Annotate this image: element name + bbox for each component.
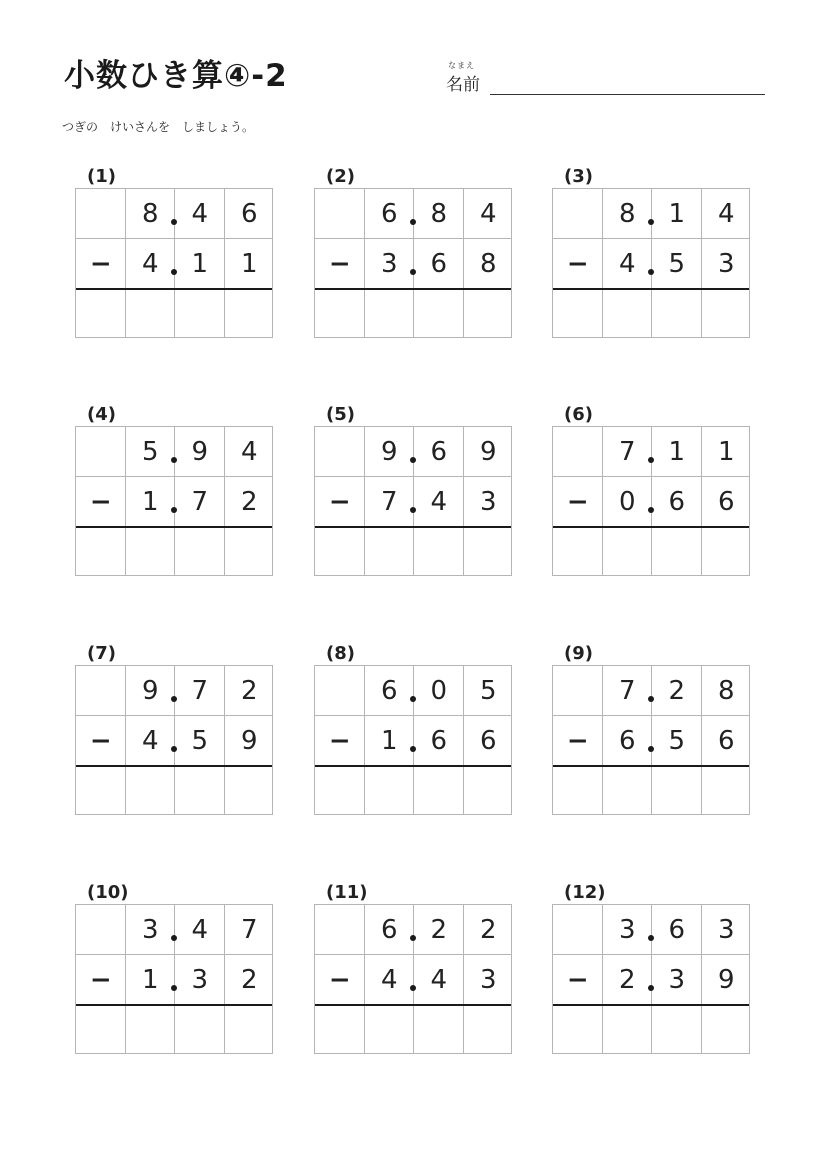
answer-cell[interactable] — [603, 766, 653, 816]
problem-label: (12) — [564, 882, 606, 903]
minuend-digit: 2 — [240, 676, 258, 706]
decimal-point — [648, 457, 654, 463]
minus-sign: − — [566, 487, 589, 517]
answer-cell[interactable] — [652, 1005, 702, 1055]
calc-grid — [314, 665, 512, 815]
subtrahend-digit: 2 — [240, 487, 258, 517]
minuend-digit: 2 — [668, 676, 686, 706]
minuend-digit: 9 — [479, 437, 497, 467]
decimal-point — [410, 507, 416, 513]
minus-sign: − — [328, 965, 351, 995]
minus-sign: − — [89, 965, 112, 995]
problem-4 — [75, 404, 275, 594]
decimal-point — [171, 696, 177, 702]
problem-2 — [314, 166, 514, 356]
subtrahend-digit: 6 — [717, 487, 735, 517]
problem-label: (7) — [87, 643, 116, 664]
problem-label: (10) — [87, 882, 129, 903]
minuend-digit: 8 — [430, 199, 448, 229]
problem-6 — [552, 404, 752, 594]
minuend-digit: 6 — [668, 915, 686, 945]
answer-cell[interactable] — [365, 289, 415, 339]
name-ruby: なまえ — [448, 61, 475, 70]
problem-label: (9) — [564, 643, 593, 664]
decimal-point — [410, 696, 416, 702]
subtrahend-digit: 9 — [717, 965, 735, 995]
minuend-digit: 7 — [618, 437, 636, 467]
answer-cell[interactable] — [225, 289, 275, 339]
subtrahend-digit: 1 — [191, 249, 209, 279]
subtrahend-digit: 6 — [668, 487, 686, 517]
subtrahend-digit: 6 — [479, 726, 497, 756]
minuend-digit: 2 — [479, 915, 497, 945]
problem-1 — [75, 166, 275, 356]
subtrahend-digit: 6 — [430, 726, 448, 756]
subtrahend-digit: 3 — [380, 249, 398, 279]
minus-sign: − — [328, 726, 351, 756]
problem-label: (6) — [564, 404, 593, 425]
decimal-point — [410, 269, 416, 275]
calc-grid — [552, 426, 750, 576]
minus-sign: − — [566, 249, 589, 279]
minuend-digit: 9 — [141, 676, 159, 706]
problem-label: (4) — [87, 404, 116, 425]
decimal-point — [648, 746, 654, 752]
answer-cell[interactable] — [76, 527, 126, 577]
problem-11 — [314, 882, 514, 1072]
name-field[interactable] — [446, 60, 766, 98]
decimal-point — [171, 985, 177, 991]
subtrahend-digit: 3 — [479, 487, 497, 517]
answer-cell[interactable] — [603, 1005, 653, 1055]
minuend-digit: 9 — [191, 437, 209, 467]
subtrahend-digit: 3 — [668, 965, 686, 995]
problem-label: (1) — [87, 166, 116, 187]
problem-label: (8) — [326, 643, 355, 664]
answer-cell[interactable] — [225, 527, 275, 577]
page-title: 小数ひき算④-2 — [64, 58, 288, 94]
minus-sign: − — [566, 965, 589, 995]
minuend-digit: 6 — [380, 915, 398, 945]
decimal-point — [171, 219, 177, 225]
answer-cell[interactable] — [414, 289, 464, 339]
answer-cell[interactable] — [553, 766, 603, 816]
decimal-point — [648, 507, 654, 513]
calc-grid — [314, 904, 512, 1054]
answer-cell[interactable] — [414, 766, 464, 816]
answer-cell[interactable] — [315, 766, 365, 816]
decimal-point — [171, 746, 177, 752]
decimal-point — [171, 457, 177, 463]
answer-cell[interactable] — [652, 289, 702, 339]
answer-cell[interactable] — [365, 527, 415, 577]
answer-cell[interactable] — [175, 527, 225, 577]
decimal-point — [410, 457, 416, 463]
minuend-digit: 4 — [240, 437, 258, 467]
subtrahend-digit: 4 — [380, 965, 398, 995]
answer-cell[interactable] — [553, 289, 603, 339]
minuend-digit: 1 — [668, 199, 686, 229]
problem-7 — [75, 643, 275, 833]
minuend-digit: 6 — [380, 676, 398, 706]
answer-cell[interactable] — [603, 527, 653, 577]
answer-cell[interactable] — [126, 1005, 176, 1055]
decimal-point — [410, 746, 416, 752]
minuend-digit: 7 — [240, 915, 258, 945]
calc-grid — [314, 426, 512, 576]
answer-cell[interactable] — [365, 1005, 415, 1055]
subtrahend-digit: 8 — [479, 249, 497, 279]
minuend-digit: 8 — [618, 199, 636, 229]
answer-cell[interactable] — [365, 766, 415, 816]
answer-cell[interactable] — [652, 527, 702, 577]
decimal-point — [648, 935, 654, 941]
minus-sign: − — [328, 487, 351, 517]
answer-cell[interactable] — [126, 766, 176, 816]
problem-10 — [75, 882, 275, 1072]
answer-cell[interactable] — [652, 766, 702, 816]
subtrahend-digit: 6 — [717, 726, 735, 756]
minuend-digit: 5 — [141, 437, 159, 467]
decimal-point — [171, 269, 177, 275]
answer-cell[interactable] — [315, 1005, 365, 1055]
subtrahend-digit: 3 — [191, 965, 209, 995]
minuend-digit: 4 — [191, 199, 209, 229]
minuend-digit: 6 — [240, 199, 258, 229]
problem-9 — [552, 643, 752, 833]
calc-grid — [75, 665, 273, 815]
answer-cell[interactable] — [553, 527, 603, 577]
subtrahend-digit: 4 — [430, 487, 448, 517]
decimal-point — [648, 269, 654, 275]
subtrahend-digit: 6 — [430, 249, 448, 279]
subtrahend-digit: 4 — [430, 965, 448, 995]
decimal-point — [648, 985, 654, 991]
answer-cell[interactable] — [126, 527, 176, 577]
subtrahend-digit: 1 — [240, 249, 258, 279]
name-underline[interactable] — [490, 94, 765, 95]
minuend-digit: 6 — [430, 437, 448, 467]
decimal-point — [648, 696, 654, 702]
minuend-digit: 3 — [141, 915, 159, 945]
answer-cell[interactable] — [126, 289, 176, 339]
answer-cell[interactable] — [76, 1005, 126, 1055]
subtrahend-digit: 1 — [380, 726, 398, 756]
minuend-digit: 4 — [191, 915, 209, 945]
calc-grid — [552, 904, 750, 1054]
minuend-digit: 7 — [618, 676, 636, 706]
answer-cell[interactable] — [414, 527, 464, 577]
minuend-digit: 5 — [479, 676, 497, 706]
answer-cell[interactable] — [702, 527, 752, 577]
calc-grid — [552, 665, 750, 815]
answer-cell[interactable] — [76, 289, 126, 339]
subtrahend-digit: 7 — [191, 487, 209, 517]
answer-cell[interactable] — [702, 289, 752, 339]
answer-cell[interactable] — [225, 1005, 275, 1055]
problem-label: (5) — [326, 404, 355, 425]
minuend-digit: 6 — [380, 199, 398, 229]
answer-cell[interactable] — [464, 289, 514, 339]
decimal-point — [171, 935, 177, 941]
answer-cell[interactable] — [603, 289, 653, 339]
minuend-digit: 3 — [618, 915, 636, 945]
subtrahend-digit: 1 — [141, 487, 159, 517]
calc-grid — [75, 188, 273, 338]
calc-grid — [314, 188, 512, 338]
minuend-digit: 0 — [430, 676, 448, 706]
decimal-point — [648, 219, 654, 225]
subtrahend-digit: 5 — [668, 249, 686, 279]
minus-sign: − — [89, 249, 112, 279]
minuend-digit: 9 — [380, 437, 398, 467]
minuend-digit: 7 — [191, 676, 209, 706]
subtrahend-digit: 2 — [240, 965, 258, 995]
answer-cell[interactable] — [553, 1005, 603, 1055]
subtrahend-digit: 5 — [191, 726, 209, 756]
answer-cell[interactable] — [315, 289, 365, 339]
problem-label: (11) — [326, 882, 368, 903]
problem-8 — [314, 643, 514, 833]
subtrahend-digit: 1 — [141, 965, 159, 995]
answer-cell[interactable] — [464, 766, 514, 816]
decimal-point — [171, 507, 177, 513]
answer-cell[interactable] — [414, 1005, 464, 1055]
problem-label: (3) — [564, 166, 593, 187]
minus-sign: − — [566, 726, 589, 756]
minuend-digit: 1 — [717, 437, 735, 467]
calc-grid — [75, 904, 273, 1054]
name-label: 名前 — [446, 75, 480, 95]
decimal-point — [410, 935, 416, 941]
subtrahend-digit: 7 — [380, 487, 398, 517]
answer-cell[interactable] — [175, 766, 225, 816]
answer-cell[interactable] — [175, 289, 225, 339]
calc-grid — [552, 188, 750, 338]
answer-cell[interactable] — [175, 1005, 225, 1055]
calc-grid — [75, 426, 273, 576]
minus-sign: − — [89, 726, 112, 756]
decimal-point — [410, 219, 416, 225]
subtrahend-digit: 4 — [618, 249, 636, 279]
subtrahend-digit: 3 — [717, 249, 735, 279]
minus-sign: − — [328, 249, 351, 279]
subtrahend-digit: 0 — [618, 487, 636, 517]
minuend-digit: 1 — [668, 437, 686, 467]
decimal-point — [410, 985, 416, 991]
minuend-digit: 2 — [430, 915, 448, 945]
subtrahend-digit: 9 — [240, 726, 258, 756]
answer-cell[interactable] — [76, 766, 126, 816]
answer-cell[interactable] — [464, 1005, 514, 1055]
minuend-digit: 8 — [717, 676, 735, 706]
subtrahend-digit: 4 — [141, 249, 159, 279]
subtrahend-digit: 2 — [618, 965, 636, 995]
subtrahend-digit: 5 — [668, 726, 686, 756]
answer-cell[interactable] — [702, 1005, 752, 1055]
subtrahend-digit: 4 — [141, 726, 159, 756]
problem-5 — [314, 404, 514, 594]
instruction-text: つぎの けいさんを しましょう。 — [62, 120, 255, 134]
problem-label: (2) — [326, 166, 355, 187]
problem-12 — [552, 882, 752, 1072]
minuend-digit: 4 — [479, 199, 497, 229]
answer-cell[interactable] — [464, 527, 514, 577]
minuend-digit: 3 — [717, 915, 735, 945]
minuend-digit: 8 — [141, 199, 159, 229]
answer-cell[interactable] — [225, 766, 275, 816]
minuend-digit: 4 — [717, 199, 735, 229]
minus-sign: − — [89, 487, 112, 517]
subtrahend-digit: 3 — [479, 965, 497, 995]
answer-cell[interactable] — [315, 527, 365, 577]
answer-cell[interactable] — [702, 766, 752, 816]
subtrahend-digit: 6 — [618, 726, 636, 756]
problem-3 — [552, 166, 752, 356]
